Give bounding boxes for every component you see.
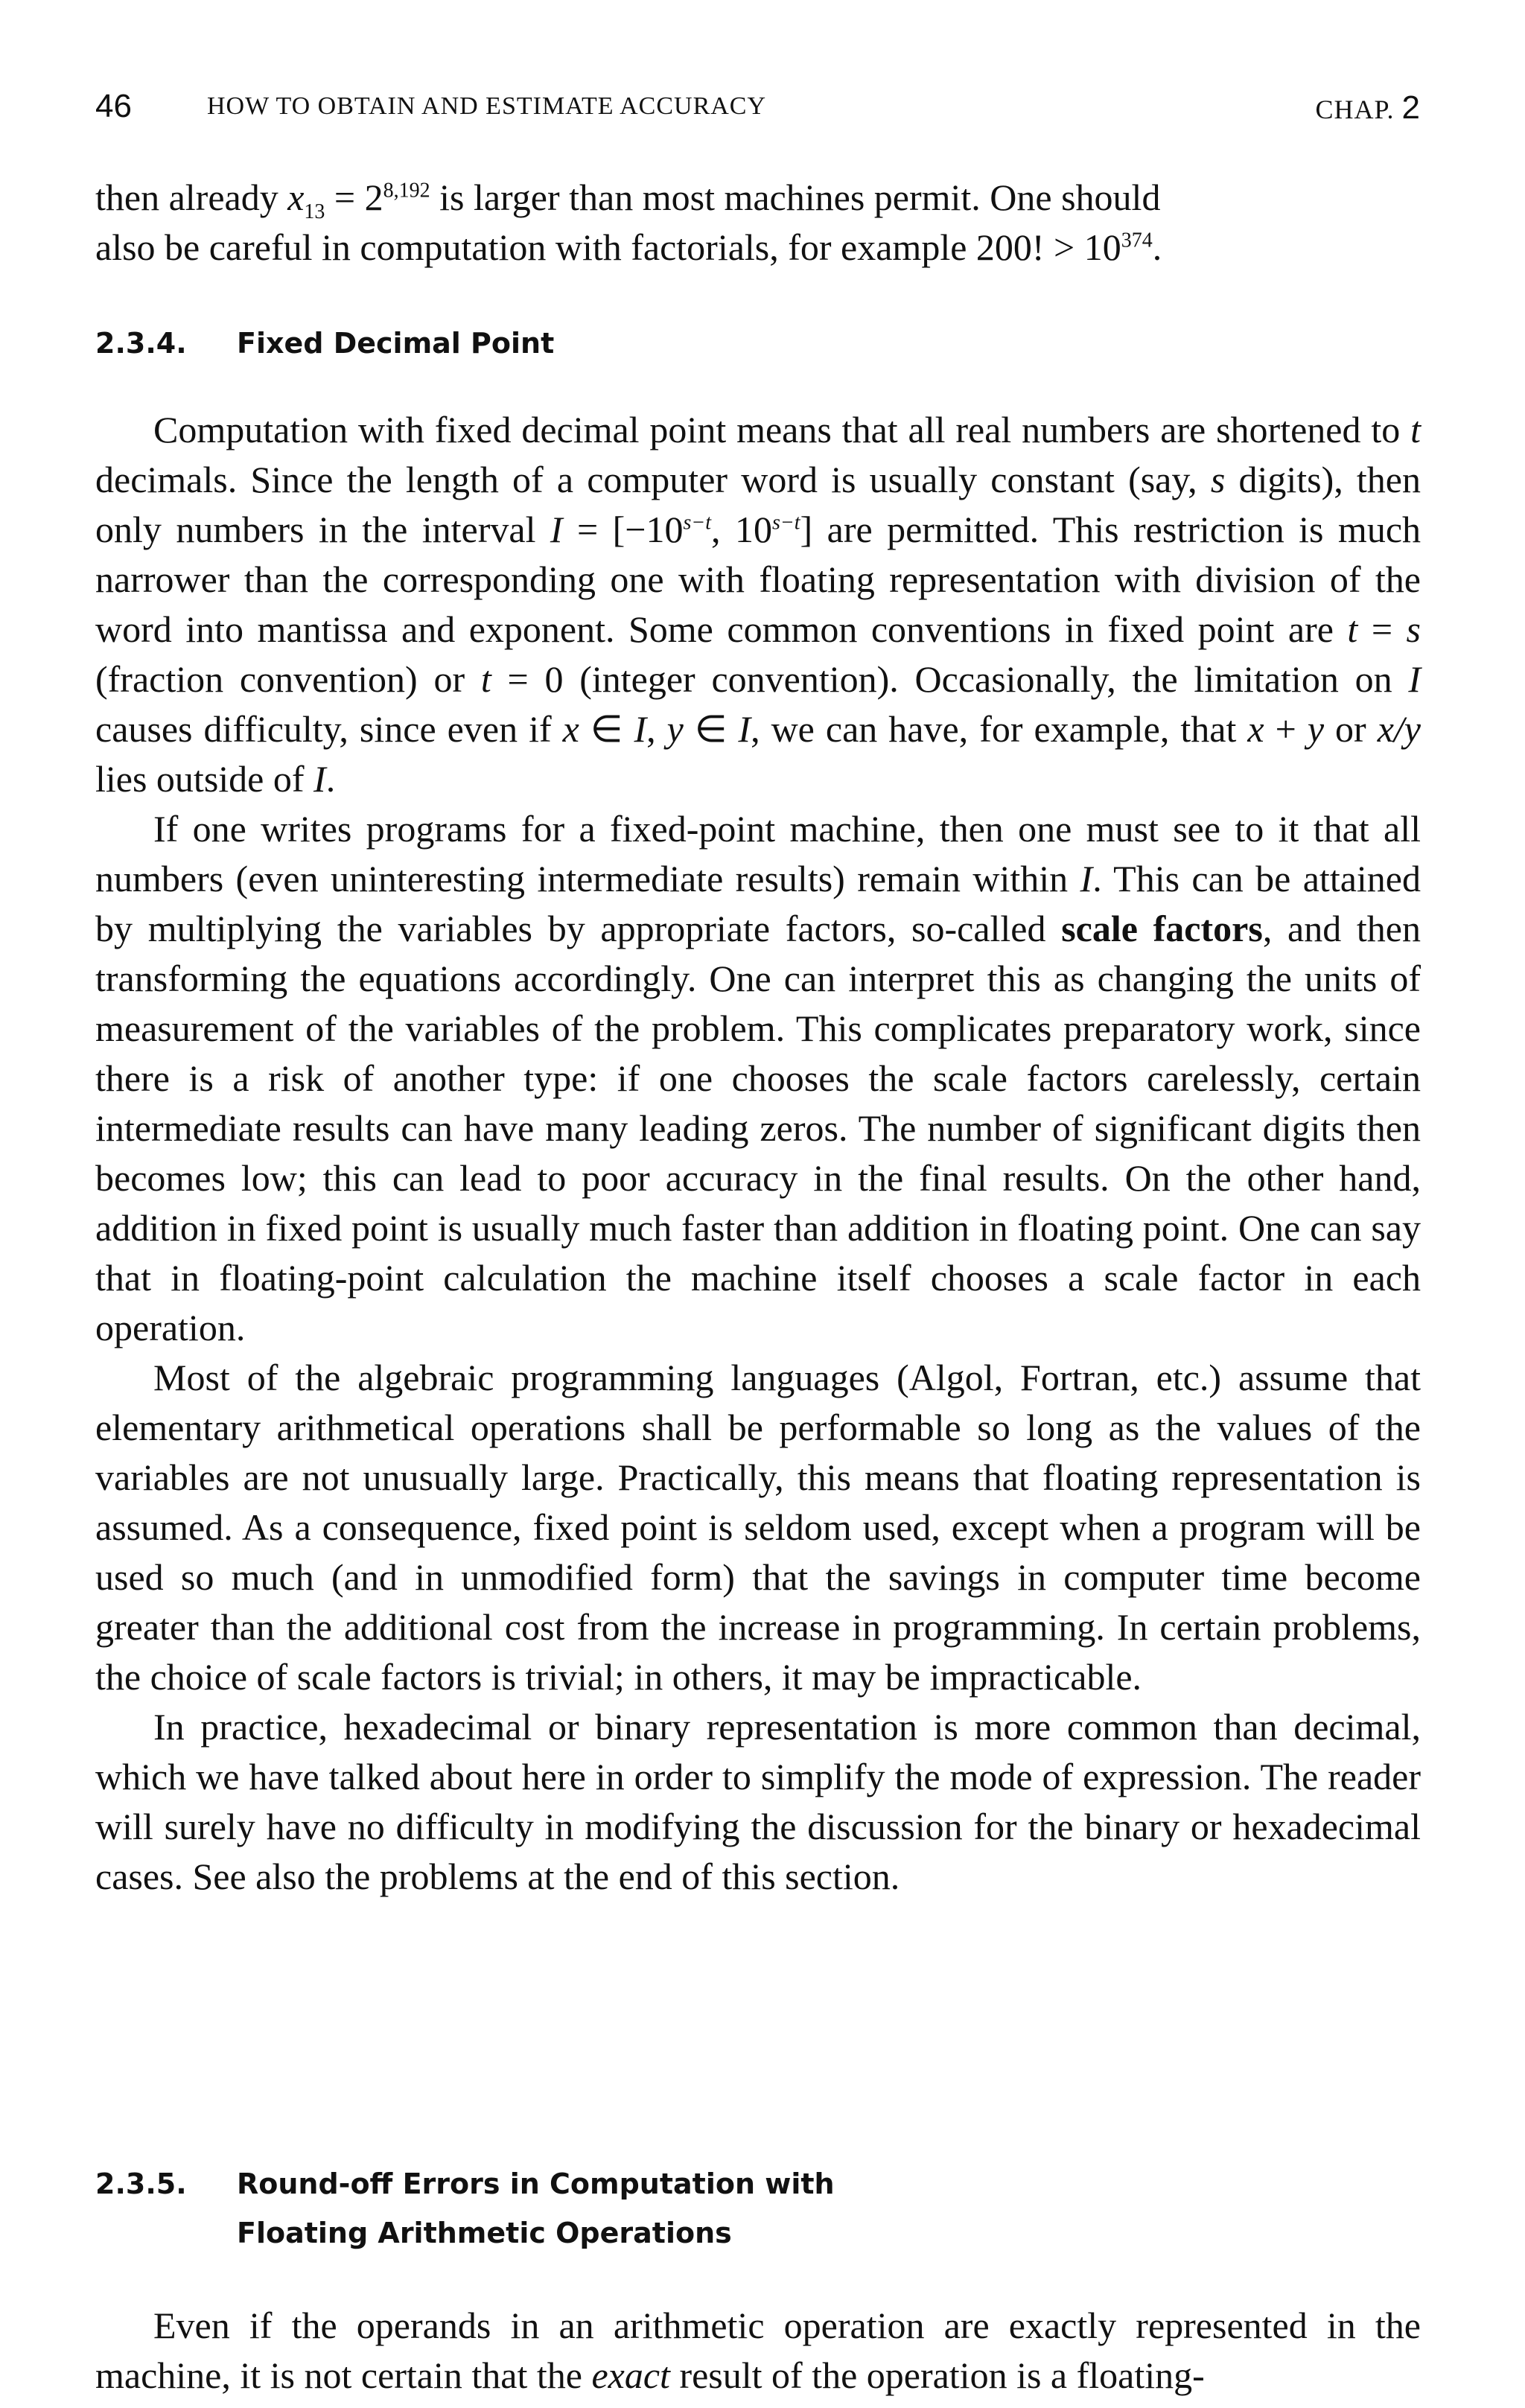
page-number: 46: [95, 88, 132, 124]
chapter-label: CHAP. 2: [1315, 89, 1421, 126]
term-scale-factors: scale factors: [1061, 908, 1263, 949]
section-number: 2.3.4.: [95, 327, 187, 360]
chapter-number: 2: [1401, 89, 1421, 126]
body-text-round-off: [95, 2301, 1421, 2401]
section-heading-2-3-4: [95, 319, 554, 368]
paragraph-round-off: Even if the operands in an arithmetic operation are exactly represented in the machine, it is not certain that the exact result of the operation is a floating-: [95, 2305, 1421, 2396]
paragraph-programming-languages: Most of the algebraic programming languages (Algol, Fortran, etc.) assume that elementary arithmetical operations shall be performable so long as the values of the variables are not unusually large. Practically, this means that floating representation is assumed. As a consequence, fixed point is seldom used, except when a program will be used so much (and in unmodified form) that the savings in computer time become greater than the additional cost from the increase in programming. In certain problems, the choice of scale factors is trivial; in others, it may be impracticable.: [95, 1357, 1421, 1698]
running-title: HOW TO OBTAIN AND ESTIMATE ACCURACY: [207, 92, 767, 120]
section-title-line1: Round-off Errors in Computation with: [237, 2167, 835, 2200]
section-title-line2: Floating Arithmetic Operations: [237, 2217, 732, 2249]
body-text-fixed-point: [95, 405, 1421, 1902]
section-number: 2.3.5.: [95, 2167, 187, 2200]
running-head: [95, 88, 1421, 133]
paragraph-scale-factors: If one writes programs for a fixed-point machine, then one must see to it that all numbers (even uninteresting intermediate results) remain within I. This can be attained by multiplying the variables by appropriate factors, so-called scale factors, and then transforming the equations accordingly. One can interpret this as changing the units of measurement of the variables of the problem. This complicates preparatory work, since there is a risk of another type: if one chooses the scale factors carelessly, certain intermediate results can have many leading zeros. The number of significant digits then becomes low; this can lead to poor accuracy in the final results. On the other hand, addition in fixed point is usually much faster than addition in floating point. One can say that in floating-point calculation the machine itself chooses a scale factor in each operation.: [95, 808, 1421, 1348]
paragraph-hexadecimal: In practice, hexadecimal or binary representation is more common than decimal, which we have talked about here in order to simplify the mode of expression. The reader will surely have no difficulty in modifying the discussion for the binary or hexadecimal cases. See also the problems at the end of this section.: [95, 1706, 1421, 1897]
intro-paragraph: then already $x_{13} = 2^{8,192}$ is larger than most machines permit. One should also be careful in computation with factorials, for example 200! > $10^{374}$.: [95, 176, 1162, 268]
paragraph-fixed-decimal: Computation with fixed decimal point means that all real numbers are shortened to t decimals. Since the length of a computer word is usually constant (say, s digits), then only numbers in the interval $I = [-10^{s-t}$, $10^{s-t}$] are permitted. This restriction is much narrower than the corresponding one with floating representation with division of the word into mantissa and exponent. Some common conventions in fixed point are t = s (fraction convention) or t = 0 (integer convention). Occasionally, the limitation on I causes difficulty, since even if x ∈ I, y ∈ I, we can have, for example, that x + y or x/y lies outside of I.: [95, 409, 1421, 800]
section-title: Fixed Decimal Point: [237, 327, 555, 360]
section-heading-2-3-5: [95, 2159, 835, 2258]
